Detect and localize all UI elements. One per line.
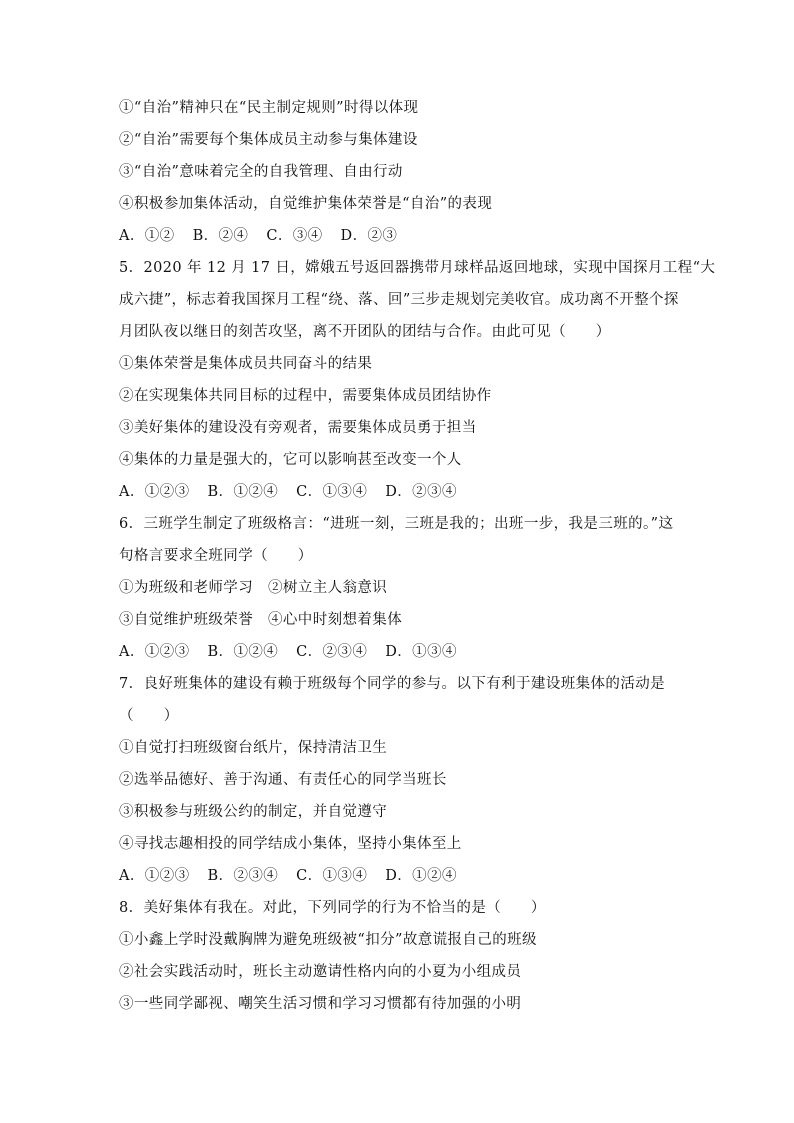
q8-item-2: ②社会实践活动时，班长主动邀请性格内向的小夏为小组成员 xyxy=(119,964,522,980)
q7-stem-line-1: 7．良好班集体的建设有赖于班级每个同学的参与。以下有利于建设班集体的活动是 xyxy=(119,676,666,692)
q8-item-1: ①小鑫上学时没戴胸牌为避免班级被“扣分”故意谎报自己的班级 xyxy=(119,932,537,948)
q8-item-3: ③一些同学鄙视、嘲笑生活习惯和学习习惯都有待加强的小明 xyxy=(119,996,522,1012)
q4-options xyxy=(119,226,679,246)
q4-option-a[interactable]: A．①② xyxy=(119,228,175,244)
q5-options xyxy=(119,482,679,502)
q4-item-1: ①“自治”精神只在“民主制定规则”时得以体现 xyxy=(119,100,419,116)
q4-item-4: ④积极参加集体活动，自觉维护集体荣誉是“自治”的表现 xyxy=(119,196,493,212)
q5-item-2: ②在实现集体共同目标的过程中，需要集体成员团结协作 xyxy=(119,388,492,404)
q5-option-c[interactable]: C．①③④ xyxy=(296,484,368,500)
q6-option-d[interactable]: D．①③④ xyxy=(385,644,457,660)
q4-item-3: ③“自治”意味着完全的自我管理、自由行动 xyxy=(119,164,403,180)
q8-stem-line-1: 8．美好集体有我在。对此，下列同学的行为不恰当的是（ ） xyxy=(119,900,546,916)
q7-stem-line-2: （ ） xyxy=(119,708,179,724)
q7-options xyxy=(119,866,679,886)
q6-options xyxy=(119,642,679,662)
q6-item-2: ③自觉维护班级荣誉 ④心中时刻想着集体 xyxy=(119,612,403,628)
q5-option-a[interactable]: A．①②③ xyxy=(119,484,190,500)
q5-stem-line-2: 成六捷”，标志着我国探月工程“绕、落、回”三步走规划完美收官。成功离不开整个探 xyxy=(119,292,679,308)
q7-option-b[interactable]: B．②③④ xyxy=(207,868,279,884)
q4-item-2: ②“自治”需要每个集体成员主动参与集体建设 xyxy=(119,132,418,148)
q5-stem-line-1: 5．2020 年 12 月 17 日，嫦娥五号返回器携带月球样品返回地球，实现中国探月工程“大 xyxy=(119,260,716,276)
q6-option-b[interactable]: B．①②④ xyxy=(207,644,279,660)
q6-item-1: ①为班级和老师学习 ②树立主人翁意识 xyxy=(119,580,388,596)
q7-option-c[interactable]: C．①③④ xyxy=(296,868,368,884)
q7-item-3: ③积极参与班级公约的制定，并自觉遵守 xyxy=(119,804,388,820)
q7-option-a[interactable]: A．①②③ xyxy=(119,868,190,884)
q4-option-d[interactable]: D．②③ xyxy=(340,228,398,244)
q5-item-3: ③美好集体的建设没有旁观者，需要集体成员勇于担当 xyxy=(119,420,477,436)
q4-option-b[interactable]: B．②④ xyxy=(192,228,249,244)
q4-option-c[interactable]: C．③④ xyxy=(266,228,323,244)
q6-stem-line-1: 6．三班学生制定了班级格言：“进班一刻，三班是我的；出班一步，我是三班的。”这 xyxy=(119,516,674,532)
q5-item-4: ④集体的力量是强大的，它可以影响甚至改变一个人 xyxy=(119,452,462,468)
q5-stem-line-3: 月团队夜以继日的刻苦攻坚，离不开团队的团结与合作。由此可见（ ） xyxy=(119,324,611,340)
q7-option-d[interactable]: D．①②④ xyxy=(385,868,457,884)
q5-option-d[interactable]: D．②③④ xyxy=(385,484,457,500)
q6-option-c[interactable]: C．②③④ xyxy=(296,644,368,660)
q5-item-1: ①集体荣誉是集体成员共同奋斗的结果 xyxy=(119,356,373,372)
q7-item-1: ①自觉打扫班级窗台纸片，保持清洁卫生 xyxy=(119,740,388,756)
q6-stem-line-2: 句格言要求全班同学（ ） xyxy=(119,548,313,564)
q6-option-a[interactable]: A．①②③ xyxy=(119,644,190,660)
q7-item-4: ④寻找志趣相投的同学结成小集体，坚持小集体至上 xyxy=(119,836,462,852)
q7-item-2: ②选举品德好、善于沟通、有责任心的同学当班长 xyxy=(119,772,447,788)
q5-option-b[interactable]: B．①②④ xyxy=(207,484,279,500)
